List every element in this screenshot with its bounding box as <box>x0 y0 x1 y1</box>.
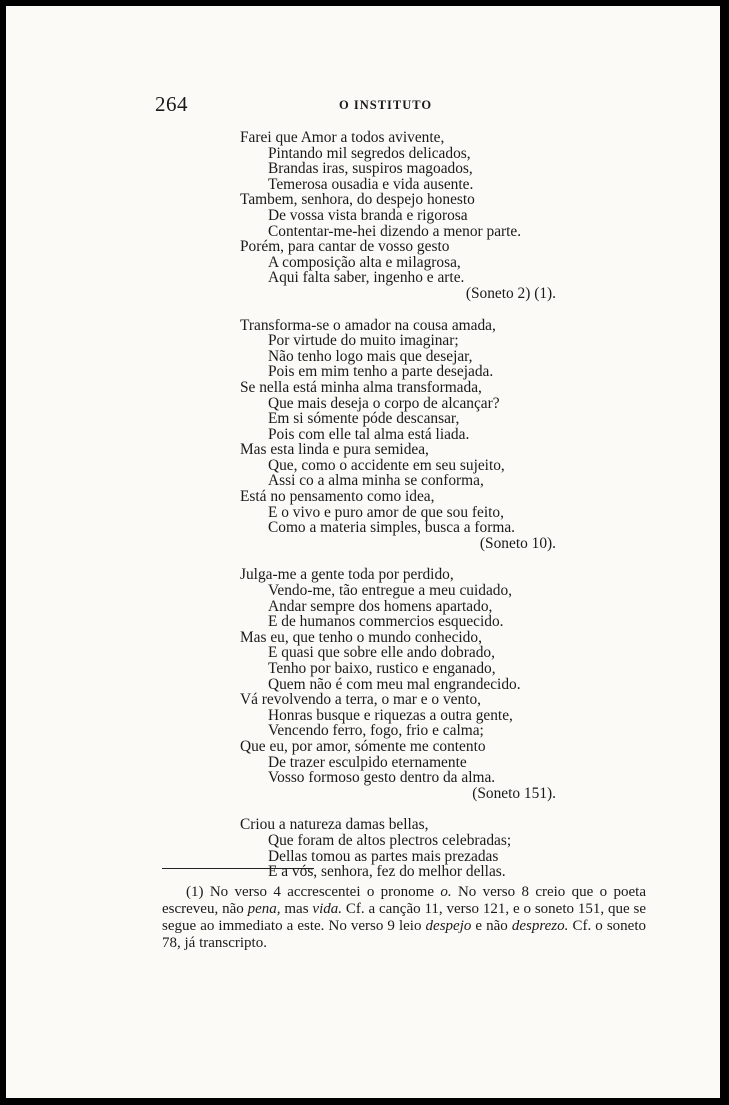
sonnet-stanza <box>240 567 570 801</box>
verse-line: Julga-me a gente toda por perdido, <box>240 566 454 584</box>
verse-line: Se nella está minha alma transformada, <box>240 378 482 396</box>
verse-line: De vossa vista branda e rigorosa <box>268 206 468 224</box>
verse-line: Que, como o accidente em seu sujeito, <box>268 456 505 474</box>
verse-line: Que foram de altos plectros celebradas; <box>268 831 512 849</box>
verse-line: Andar sempre dos homens apartado, <box>268 597 493 615</box>
verse-line: A composição alta e milagrosa, <box>268 253 461 271</box>
page-number: 264 <box>155 92 188 116</box>
footnote-italic: pena, <box>247 901 281 917</box>
verse-line: Quem não é com meu mal engrandecido. <box>268 675 521 693</box>
verse-line: Mas eu, que tenho o mundo conhecido, <box>240 628 482 646</box>
footnote-italic: despejo <box>425 918 472 934</box>
sonnet-reference: (Soneto 151). <box>472 784 556 802</box>
verse-line: Vendo-me, tão entregue a meu cuidado, <box>268 582 513 600</box>
verse-line: Pois em mim tenho a parte desejada. <box>268 363 494 381</box>
verse-line: Está no pensamento como idea, <box>240 488 435 506</box>
verse-line: Tenho por baixo, rustico e enganado, <box>268 660 496 677</box>
verse-line: E quasi que sobre elle ando dobrado, <box>268 644 495 662</box>
verse-line: Brandas iras, suspiros magoados, <box>268 160 473 178</box>
verse-line: E de humanos commercios esquecido. <box>268 613 504 631</box>
footnote-text: e não <box>471 918 512 934</box>
verse-line: E o vivo e puro amor de que sou feito, <box>268 503 504 521</box>
verse-line: Mas esta linda e pura semidea, <box>240 441 429 459</box>
footnote-divider <box>162 868 314 869</box>
page-header <box>6 92 720 116</box>
verse-line: Farei que Amor a todos avivente, <box>240 129 445 146</box>
footnote-text: Cf. a canção 11, verso 121, e o soneto 151, que se segue ao immediato a este. No verso 9 leio <box>162 901 646 934</box>
verse-line: Contentar-me-hei dizendo a menor parte. <box>268 222 522 240</box>
verse-line: Aqui falta saber, ingenho e arte. <box>268 269 465 287</box>
footnote-text: No verso 8 creio que o poeta escreveu, não <box>162 884 646 917</box>
footnote-italic: o. <box>440 884 452 900</box>
verse-line: Não tenho logo mais que desejar, <box>268 347 473 365</box>
verse-line: Em si sómente póde descansar, <box>268 410 460 428</box>
footnote-italic: desprezo. <box>511 918 569 934</box>
footnote-marker: (1) <box>186 884 204 900</box>
sonnet-stanza <box>240 318 570 552</box>
verse-line: Como a materia simples, busca a forma. <box>268 519 516 537</box>
verse-line: Que eu, por amor, sómente me contento <box>240 737 486 755</box>
verse-line: Tambem, senhora, do despejo honesto <box>240 191 475 209</box>
footnote-paragraph <box>162 884 646 952</box>
verse-line: Por virtude do muito imaginar; <box>268 332 459 350</box>
sonnet-reference: (Soneto 2) (1). <box>465 284 556 302</box>
verse-line: De trazer esculpido eternamente <box>268 753 467 771</box>
sonnet-stanza <box>240 130 570 302</box>
footnote-text: Cf. o soneto 78, já transcripto. <box>162 918 646 951</box>
footnote-text: No verso 4 accrescentei o pronome <box>203 884 441 900</box>
verse-line: Criou a natureza damas bellas, <box>240 816 429 834</box>
verse-line: Assi co a alma minha se conforma, <box>268 472 484 490</box>
running-title: O INSTITUTO <box>339 98 433 112</box>
footnote <box>162 884 646 952</box>
verse-line: Que mais deseja o corpo de alcançar? <box>268 394 500 412</box>
verse-line: Vá revolvendo a terra, o mar e o vento, <box>240 691 482 709</box>
verse-line: Dellas tomou as partes mais prezadas <box>268 847 499 865</box>
verse-line: Temerosa ousadia e vida ausente. <box>268 175 474 193</box>
sonnet-reference: (Soneto 10). <box>479 534 556 552</box>
verse-line: Honras busque e riquezas a outra gente, <box>268 706 513 724</box>
verse-line: Pintando mil segredos delicados, <box>268 144 471 162</box>
footnote-text: mas <box>280 901 313 917</box>
verse-line: Transforma-se o amador na cousa amada, <box>240 316 496 334</box>
verse-line: Porém, para cantar de vosso gesto <box>240 238 450 256</box>
verse-line: Pois com elle tal alma está liada. <box>268 425 470 443</box>
poems-block <box>240 130 570 896</box>
sonnet-stanza <box>240 817 570 879</box>
verse-line: Vosso formoso gesto dentro da alma. <box>268 769 496 787</box>
footnote-italic: vida. <box>312 901 342 917</box>
verse-line: E a vós, senhora, fez do melhor dellas. <box>268 863 506 881</box>
book-page <box>6 6 720 1098</box>
verse-line: Vencendo ferro, fogo, frio e calma; <box>268 722 484 740</box>
